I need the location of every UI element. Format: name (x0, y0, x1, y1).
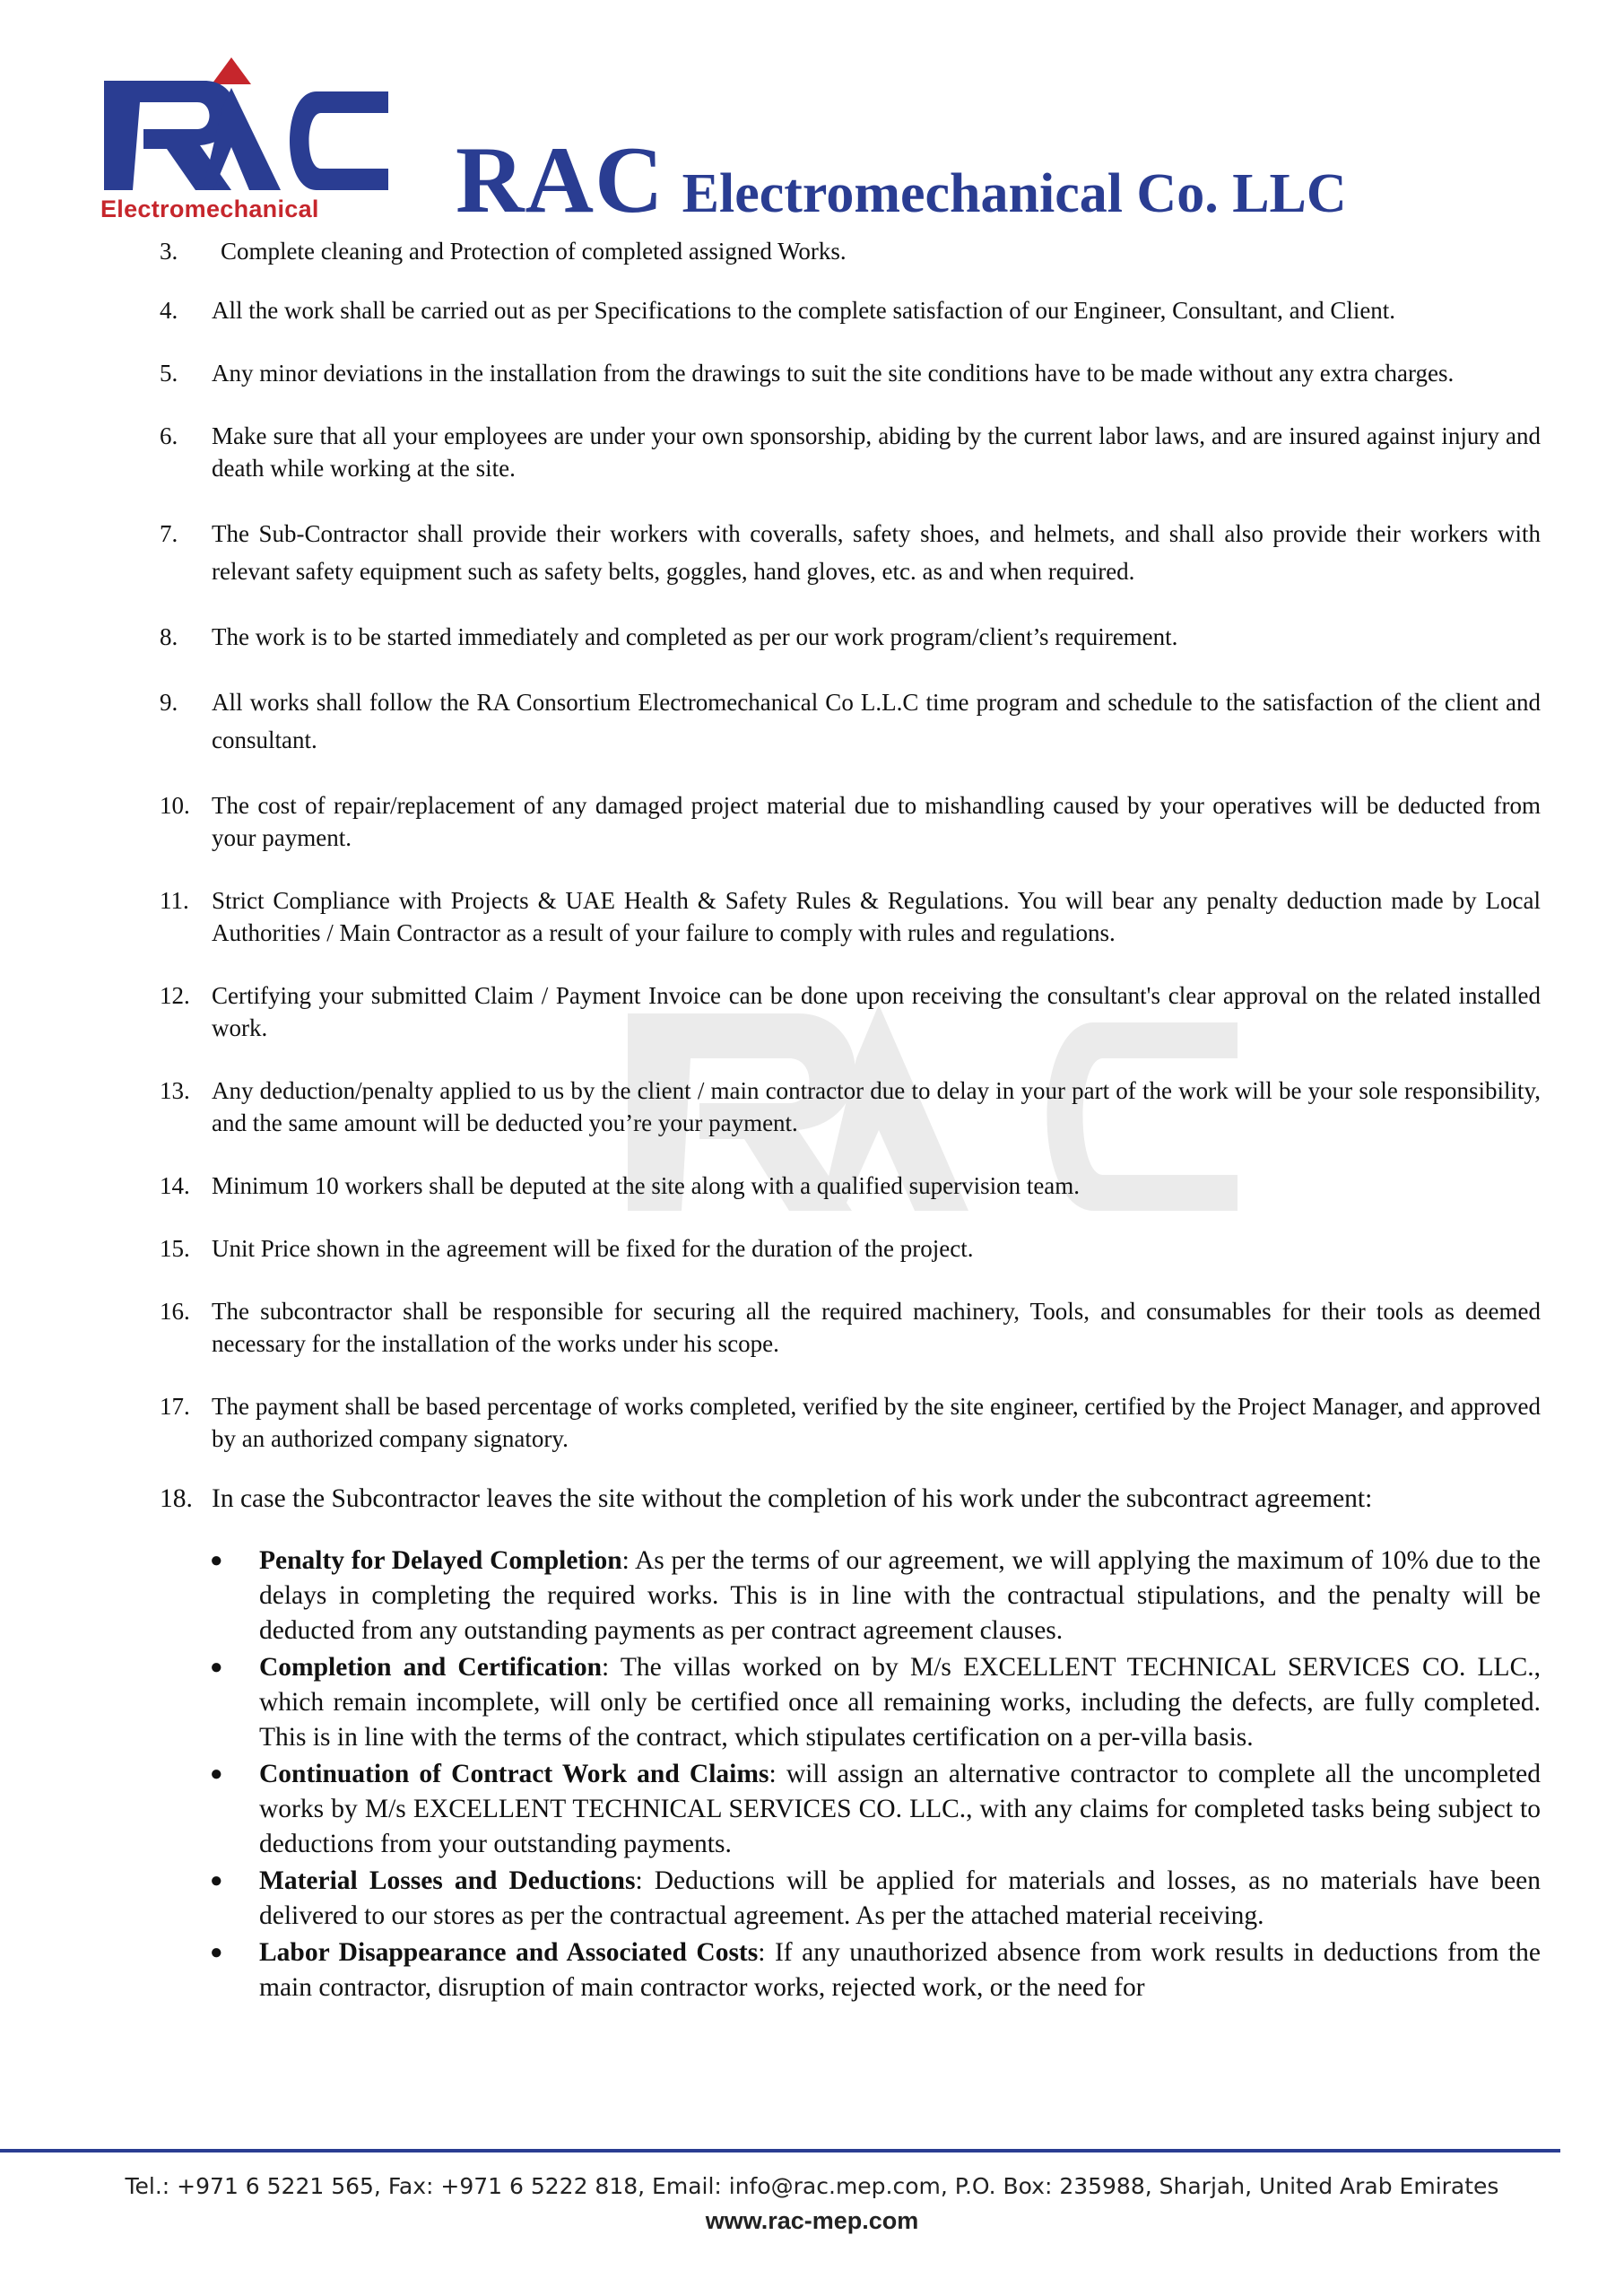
clause-number: 8. (160, 623, 178, 650)
document-body (160, 235, 1541, 2007)
clause-text: Strict Compliance with Projects & UAE Health & Safety Rules & Regulations. You will bear any penalty deduction made by Local Authorities / Main Contractor as a result of your failure to comply with rules and regulations. (212, 887, 1541, 946)
clause-7 (160, 515, 1541, 590)
company-name-main: RAC (456, 127, 664, 232)
clause-text: Make sure that all your employees are under your own sponsorship, abiding by the current labor laws, and are insured against injury and death while working at the site. (212, 422, 1541, 482)
company-name-rest: Electromechanical Co. LLC (682, 163, 1347, 224)
clause-14 (160, 1170, 1541, 1202)
clause-number: 7. (160, 520, 178, 547)
bullet-icon: ● (210, 1656, 223, 1679)
list-item (210, 1544, 1541, 1648)
clause-13 (160, 1074, 1541, 1139)
list-item (210, 1650, 1541, 1755)
clause-text: Complete cleaning and Protection of completed assigned Works. (221, 238, 847, 265)
bullet-title: Labor Disappearance and Associated Costs (259, 1938, 759, 1967)
clause-18 (160, 1482, 1541, 1517)
clause-number: 17. (160, 1393, 190, 1420)
clause-text: Unit Price shown in the agreement will be fixed for the duration of the project. (212, 1235, 974, 1262)
clause-15 (160, 1232, 1541, 1265)
clause-text: The subcontractor shall be responsible for securing all the required machinery, Tools, and consumables for their tools as deemed necessary for the installation of the works under his scope. (212, 1298, 1541, 1357)
clause-number: 16. (160, 1298, 190, 1325)
bullet-title: Continuation of Contract Work and Claims (259, 1760, 769, 1788)
bullet-icon: ● (210, 1549, 223, 1572)
list-item (210, 1757, 1541, 1862)
company-name (456, 126, 1347, 235)
clause-18-bullets (210, 1544, 1541, 2005)
clause-text: The Sub-Contractor shall provide their workers with coveralls, safety shoes, and helmets, and shall also provide their workers with relevant safety equipment such as safety belts, goggles, hand gloves, etc. as and when required. (212, 520, 1541, 585)
bullet-text: : The villas worked on by M/s EXCELLENT TECHNICAL SERVICES CO. LLC., which remain incomplete, will only be certified once all remaining works, including the defects, are fully completed. This is in line with the terms of the contract, which stipulates certification on a per-villa basis. (259, 1653, 1541, 1752)
bullet-title: Penalty for Delayed Completion (259, 1546, 622, 1575)
footer (0, 2170, 1624, 2237)
clause-text: Any deduction/penalty applied to us by the client / main contractor due to delay in your part of the work will be your sole responsibility, and the same amount will be deducted you’re your payment. (212, 1077, 1541, 1136)
bullet-text: : As per the terms of our agreement, we will applying the maximum of 10% due to the delays in completing the required works. This is in line with the contractual stipulations, and the penalty will be deducted from any outstanding payments as per contract agreement clauses. (259, 1546, 1541, 1645)
bullet-icon: ● (210, 1941, 223, 1964)
clause-number: 6. (160, 422, 178, 449)
bullet-text: : If any unauthorized absence from work results in deductions from the main contractor, disruption of main contractor works, rejected work, or the need for (259, 1938, 1541, 2002)
clause-text: All works shall follow the RA Consortium Electromechanical Co L.L.C time program and schedule to the satisfaction of the client and consultant. (212, 689, 1541, 753)
bullet-title: Material Losses and Deductions (259, 1866, 636, 1895)
clause-9 (160, 683, 1541, 759)
clause-17 (160, 1390, 1541, 1455)
clause-10 (160, 789, 1541, 854)
bullet-text: : will assign an alternative contractor to complete all the uncompleted works by M/s EXCELLENT TECHNICAL SERVICES CO. LLC., with any claims for completed tasks being subject to deductions from your outstanding payments. (259, 1760, 1541, 1858)
footer-divider (0, 2149, 1560, 2152)
clause-number: 12. (160, 982, 190, 1009)
clause-number: 9. (160, 689, 178, 716)
clause-16 (160, 1295, 1541, 1360)
footer-contact: Tel.: +971 6 5221 565, Fax: +971 6 5222 818, Email: info@rac.mep.com, P.O. Box: 235988, Sharjah, United Arab Emirates (125, 2173, 1499, 2199)
clause-text: The payment shall be based percentage of works completed, verified by the site engineer, certified by the Project Manager, and approved by an authorized company signatory. (212, 1393, 1541, 1452)
clause-text: Any minor deviations in the installation from the drawings to suit the site conditions have to be made without any extra charges. (212, 360, 1455, 387)
bullet-text: : Deductions will be applied for materials and losses, as no materials have been delivered to our stores as per the contractual agreement. As per the attached material receiving. (259, 1866, 1541, 1930)
clause-number: 14. (160, 1172, 190, 1199)
clause-text: Certifying your submitted Claim / Payment Invoice can be done upon receiving the consultant's clear approval on the related installed work. (212, 982, 1541, 1041)
clause-number: 4. (160, 297, 178, 324)
clause-number: 5. (160, 360, 178, 387)
clause-number: 10. (160, 792, 190, 819)
list-item (210, 1935, 1541, 2005)
footer-website-link[interactable]: www.rac-mep.com (705, 2207, 919, 2234)
bullet-title: Completion and Certification (259, 1653, 602, 1682)
clause-8 (160, 621, 1541, 653)
clause-number: 15. (160, 1235, 190, 1262)
clause-3 (160, 235, 1541, 267)
clause-text: In case the Subcontractor leaves the site without the completion of his work under the subcontract agreement: (212, 1484, 1373, 1513)
bullet-icon: ● (210, 1762, 223, 1786)
clause-text: All the work shall be carried out as per Specifications to the complete satisfaction of our Engineer, Consultant, and Client. (212, 297, 1396, 324)
clause-5 (160, 357, 1541, 389)
clause-number: 3. (160, 238, 178, 265)
clause-number: 11. (160, 887, 189, 914)
clause-11 (160, 884, 1541, 949)
clause-text: The work is to be started immediately and completed as per our work program/client’s requirement. (212, 623, 1178, 650)
clause-6 (160, 420, 1541, 484)
bullet-icon: ● (210, 1869, 223, 1892)
clause-number: 13. (160, 1077, 190, 1104)
clause-text: The cost of repair/replacement of any damaged project material due to mishandling caused by your operatives will be deducted from your payment. (212, 792, 1541, 851)
clause-number: 18. (160, 1484, 193, 1513)
logo-subtitle: Electromechanical (100, 196, 319, 222)
list-item (210, 1864, 1541, 1934)
clause-4 (160, 294, 1541, 326)
clause-12 (160, 979, 1541, 1044)
clause-text: Minimum 10 workers shall be deputed at the site along with a qualified supervision team. (212, 1172, 1081, 1199)
